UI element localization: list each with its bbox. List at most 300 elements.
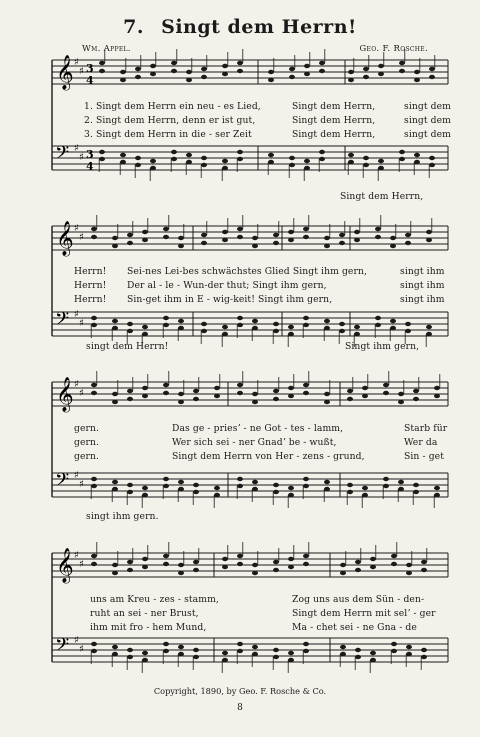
note-head: [237, 61, 243, 65]
note-head: [375, 227, 381, 231]
note-head: [399, 69, 405, 73]
note-head: [303, 316, 309, 320]
note-head: [237, 227, 243, 231]
note-head: [237, 562, 243, 566]
lyric-s3-v2-c: Wer da: [404, 437, 438, 448]
note-head: [414, 153, 420, 157]
note-head: [324, 326, 330, 330]
note-head: [399, 157, 405, 161]
note-head: [355, 655, 361, 659]
note-head: [288, 651, 294, 655]
note-head: [288, 238, 294, 242]
note-head: [171, 150, 177, 154]
note-head: [355, 568, 361, 572]
note-head: [163, 477, 169, 481]
sharp-icon: ♯: [74, 57, 79, 68]
note-head: [99, 150, 105, 154]
note-head: [340, 571, 346, 575]
note-head: [150, 166, 156, 170]
bass-clef-icon: 𝄢: [55, 470, 70, 495]
note-head: [237, 391, 243, 395]
note-head: [222, 332, 228, 336]
note-head: [303, 323, 309, 327]
note-head: [273, 648, 279, 652]
note-head: [163, 554, 169, 558]
note-head: [405, 233, 411, 237]
lyric-s4-v3-a: ihm mit fro - hem Mund,: [90, 622, 207, 633]
note-head: [163, 642, 169, 646]
note-head: [214, 493, 220, 497]
note-head: [163, 227, 169, 231]
note-head: [413, 389, 419, 393]
time-signature: 3: [86, 62, 94, 75]
note-head: [421, 560, 427, 564]
note-head: [273, 655, 279, 659]
note-head: [391, 642, 397, 646]
lyric-s3-v1-b: Das ge - priesʼ - ne Got - tes - lamm,: [172, 423, 344, 434]
note-head: [127, 655, 133, 659]
note-head: [252, 319, 258, 323]
note-head: [303, 649, 309, 653]
note-head: [383, 484, 389, 488]
note-head: [324, 487, 330, 491]
note-head: [186, 153, 192, 157]
note-head: [127, 560, 133, 564]
sharp-icon: ♯: [74, 309, 79, 320]
note-head: [186, 78, 192, 82]
note-head: [324, 400, 330, 404]
note-head: [193, 389, 199, 393]
note-head: [390, 326, 396, 330]
note-head: [391, 649, 397, 653]
note-head: [288, 386, 294, 390]
note-head: [362, 386, 368, 390]
note-head: [120, 160, 126, 164]
note-head: [378, 166, 384, 170]
lyric-s1-v3-a: 3. Singt dem Herrn in die - ser Zeit: [84, 129, 252, 140]
note-head: [354, 230, 360, 234]
note-head: [193, 397, 199, 401]
time-signature: 3: [86, 148, 94, 161]
note-head: [413, 397, 419, 401]
note-head: [222, 72, 228, 76]
note-head: [201, 156, 207, 160]
note-head: [112, 236, 118, 240]
note-head: [414, 160, 420, 164]
note-head: [91, 235, 97, 239]
sharp-icon: ♯: [79, 152, 84, 163]
note-head: [252, 487, 258, 491]
sharp-icon: ♯: [74, 223, 79, 234]
note-head: [348, 70, 354, 74]
lyric-s1-v1-c: singt dem: [404, 101, 451, 112]
sharp-icon: ♯: [79, 318, 84, 329]
note-head: [363, 163, 369, 167]
sharp-icon: ♯: [79, 644, 84, 655]
note-head: [421, 655, 427, 659]
note-head: [340, 563, 346, 567]
sharp-icon: ♯: [79, 232, 84, 243]
note-head: [186, 160, 192, 164]
note-head: [406, 563, 412, 567]
note-head: [348, 153, 354, 157]
sharp-icon: ♯: [79, 388, 84, 399]
note-head: [391, 554, 397, 558]
note-head: [303, 554, 309, 558]
note-head: [237, 69, 243, 73]
hymn-number: 7.: [123, 16, 144, 38]
note-head: [99, 69, 105, 73]
note-head: [127, 322, 133, 326]
note-head: [142, 651, 148, 655]
bass-clef-icon: 𝄢: [55, 635, 70, 660]
note-head: [339, 329, 345, 333]
bass-clef-icon: 𝄢: [55, 309, 70, 334]
note-head: [347, 483, 353, 487]
note-head: [288, 565, 294, 569]
note-head: [378, 72, 384, 76]
note-head: [193, 490, 199, 494]
note-head: [405, 241, 411, 245]
sharp-icon: ♯: [74, 550, 79, 561]
note-head: [112, 480, 118, 484]
lyric-s1-v2-a: 2. Singt dem Herrn, denn er ist gut,: [84, 115, 256, 126]
note-head: [319, 150, 325, 154]
note-head: [288, 230, 294, 234]
note-head: [304, 166, 310, 170]
note-head: [91, 649, 97, 653]
sharp-icon: ♯: [74, 143, 79, 154]
note-head: [91, 477, 97, 481]
note-head: [178, 319, 184, 323]
note-head: [201, 322, 207, 326]
note-head: [142, 486, 148, 490]
note-head: [289, 67, 295, 71]
note-head: [288, 557, 294, 561]
note-head: [112, 319, 118, 323]
note-head: [99, 157, 105, 161]
lyric-s3-v3-a: gern.: [74, 451, 100, 462]
note-head: [370, 651, 376, 655]
lyric-s2-v3-c: singt ihm: [400, 294, 445, 305]
note-head: [135, 75, 141, 79]
note-head: [421, 648, 427, 652]
note-head: [178, 400, 184, 404]
note-head: [142, 230, 148, 234]
note-head: [383, 391, 389, 395]
note-head: [426, 238, 432, 242]
note-head: [142, 557, 148, 561]
note-head: [319, 61, 325, 65]
note-head: [319, 157, 325, 161]
note-head: [429, 156, 435, 160]
lyric-s2-v1-a: Herrn!: [74, 266, 107, 277]
note-head: [347, 397, 353, 401]
note-head: [135, 163, 141, 167]
note-head: [237, 649, 243, 653]
note-head: [142, 394, 148, 398]
note-head: [112, 244, 118, 248]
note-head: [399, 61, 405, 65]
note-head: [120, 70, 126, 74]
lyric-s3-v1-a: gern.: [74, 423, 100, 434]
note-head: [273, 233, 279, 237]
note-head: [252, 244, 258, 248]
note-head: [193, 568, 199, 572]
note-head: [252, 563, 258, 567]
note-head: [426, 230, 432, 234]
note-head: [99, 61, 105, 65]
note-head: [237, 642, 243, 646]
note-head: [178, 487, 184, 491]
note-head: [222, 166, 228, 170]
note-head: [237, 316, 243, 320]
note-head: [142, 325, 148, 329]
note-head: [370, 557, 376, 561]
note-head: [429, 67, 435, 71]
note-head: [127, 648, 133, 652]
note-head: [413, 490, 419, 494]
note-head: [112, 400, 118, 404]
note-head: [135, 156, 141, 160]
note-head: [252, 392, 258, 396]
note-head: [163, 484, 169, 488]
note-head: [127, 568, 133, 572]
note-head: [201, 163, 207, 167]
note-head: [304, 64, 310, 68]
note-head: [112, 652, 118, 656]
note-head: [91, 323, 97, 327]
note-head: [222, 238, 228, 242]
note-head: [319, 69, 325, 73]
note-head: [370, 565, 376, 569]
composer-credit: Geo. F. Rosche.: [359, 44, 428, 54]
note-head: [288, 658, 294, 662]
note-head: [120, 78, 126, 82]
note-head: [375, 235, 381, 239]
note-head: [112, 487, 118, 491]
note-head: [362, 493, 368, 497]
note-head: [178, 244, 184, 248]
note-head: [91, 484, 97, 488]
note-head: [273, 490, 279, 494]
note-head: [222, 658, 228, 662]
note-head: [268, 153, 274, 157]
note-head: [405, 322, 411, 326]
note-head: [252, 571, 258, 575]
note-head: [112, 563, 118, 567]
note-head: [340, 652, 346, 656]
note-head: [289, 75, 295, 79]
note-head: [268, 70, 274, 74]
treble-clef-icon: 𝄞: [56, 548, 74, 583]
lyric-s1-v1-b: Singt dem Herrn,: [292, 101, 376, 112]
note-head: [398, 400, 404, 404]
note-head: [237, 383, 243, 387]
lyricist-credit: Wm. Appel.: [82, 44, 131, 54]
lyric-s1-v3-b: Singt dem Herrn,: [292, 129, 376, 140]
note-head: [222, 557, 228, 561]
note-head: [273, 329, 279, 333]
note-head: [252, 652, 258, 656]
note-head: [378, 64, 384, 68]
note-head: [112, 392, 118, 396]
note-head: [127, 483, 133, 487]
note-head: [391, 562, 397, 566]
note-head: [178, 563, 184, 567]
note-head: [273, 483, 279, 487]
note-head: [273, 389, 279, 393]
note-head: [398, 487, 404, 491]
hymn-title: Singt dem Herrn!: [161, 16, 357, 38]
note-head: [91, 642, 97, 646]
lyric-s4-v1-a: uns am Kreu - zes - stamm,: [90, 594, 219, 605]
note-head: [362, 486, 368, 490]
sharp-icon: ♯: [74, 379, 79, 390]
note-head: [222, 64, 228, 68]
time-signature: 4: [86, 160, 94, 173]
note-head: [127, 329, 133, 333]
note-head: [303, 383, 309, 387]
note-head: [434, 493, 440, 497]
note-head: [163, 649, 169, 653]
note-head: [91, 383, 97, 387]
note-head: [303, 391, 309, 395]
note-head: [324, 319, 330, 323]
note-head: [120, 153, 126, 157]
note-head: [288, 332, 294, 336]
note-head: [252, 326, 258, 330]
note-head: [390, 319, 396, 323]
note-head: [354, 325, 360, 329]
lyric-s3-v3-b: Singt dem Herrn von Her - zens - grund,: [172, 451, 365, 462]
note-head: [214, 486, 220, 490]
lyric-s2-v1-b: Sei-nes Lei-bes schwächstes Glied Singt ihm gern,: [127, 266, 367, 277]
sharp-icon: ♯: [79, 559, 84, 570]
note-head: [399, 150, 405, 154]
note-head: [222, 159, 228, 163]
note-head: [171, 69, 177, 73]
note-head: [390, 244, 396, 248]
note-head: [383, 477, 389, 481]
bass-lyric-s3: singt ihm gern.: [86, 511, 159, 522]
note-head: [112, 571, 118, 575]
note-head: [288, 486, 294, 490]
sharp-icon: ♯: [79, 479, 84, 490]
note-head: [178, 326, 184, 330]
note-head: [150, 64, 156, 68]
note-head: [426, 325, 432, 329]
note-head: [171, 61, 177, 65]
sharp-icon: ♯: [74, 470, 79, 481]
treble-clef-icon: 𝄞: [56, 221, 74, 256]
note-head: [289, 156, 295, 160]
note-head: [171, 157, 177, 161]
note-head: [354, 332, 360, 336]
note-head: [237, 157, 243, 161]
note-head: [414, 78, 420, 82]
note-head: [163, 323, 169, 327]
lyric-s4-v2-b: Singt dem Herrn mit selʼ - ger: [292, 608, 436, 619]
note-head: [363, 156, 369, 160]
note-head: [378, 159, 384, 163]
note-head: [398, 480, 404, 484]
copyright-notice: Copyright, 1890, by Geo. F. Rosche & Co.: [153, 686, 327, 696]
note-head: [390, 236, 396, 240]
treble-clef-icon: 𝄞: [56, 55, 74, 90]
sharp-icon: ♯: [74, 635, 79, 646]
note-head: [426, 332, 432, 336]
note-head: [91, 562, 97, 566]
lyric-s2-v3-b: Sin-get ihm in E - wig-keit! Singt ihm gern,: [127, 294, 333, 305]
note-head: [268, 160, 274, 164]
note-head: [178, 236, 184, 240]
note-head: [142, 493, 148, 497]
note-head: [303, 477, 309, 481]
note-head: [375, 323, 381, 327]
bass-lyric-s2-right: Singt ihm gern,: [345, 341, 420, 352]
note-head: [303, 642, 309, 646]
lyric-s2-v2-a: Herrn!: [74, 280, 107, 291]
note-head: [348, 160, 354, 164]
note-head: [273, 241, 279, 245]
note-head: [237, 484, 243, 488]
note-head: [201, 67, 207, 71]
note-head: [288, 493, 294, 497]
lyric-s3-v2-a: gern.: [74, 437, 100, 448]
note-head: [178, 480, 184, 484]
note-head: [252, 480, 258, 484]
note-head: [127, 233, 133, 237]
note-head: [142, 238, 148, 242]
note-head: [163, 235, 169, 239]
note-head: [178, 652, 184, 656]
note-head: [406, 652, 412, 656]
note-head: [421, 568, 427, 572]
note-head: [237, 323, 243, 327]
note-head: [186, 70, 192, 74]
note-head: [142, 386, 148, 390]
sharp-icon: ♯: [79, 66, 84, 77]
note-head: [434, 386, 440, 390]
note-head: [163, 383, 169, 387]
note-head: [214, 394, 220, 398]
note-head: [201, 329, 207, 333]
note-head: [237, 554, 243, 558]
note-head: [201, 233, 207, 237]
note-head: [370, 658, 376, 662]
note-head: [354, 238, 360, 242]
note-head: [355, 648, 361, 652]
note-head: [347, 389, 353, 393]
note-head: [339, 233, 345, 237]
lyric-s2-v1-c: singt ihm: [400, 266, 445, 277]
note-head: [112, 645, 118, 649]
lyric-s2-v3-a: Herrn!: [74, 294, 107, 305]
note-head: [237, 150, 243, 154]
note-head: [252, 400, 258, 404]
note-head: [193, 483, 199, 487]
note-head: [273, 397, 279, 401]
lyric-s4-v1-b: Zog uns aus dem Sün - den-: [292, 594, 425, 605]
note-head: [193, 560, 199, 564]
note-head: [201, 75, 207, 79]
note-head: [127, 490, 133, 494]
note-head: [289, 163, 295, 167]
note-head: [142, 658, 148, 662]
note-head: [91, 554, 97, 558]
treble-clef-icon: 𝄞: [56, 377, 74, 412]
